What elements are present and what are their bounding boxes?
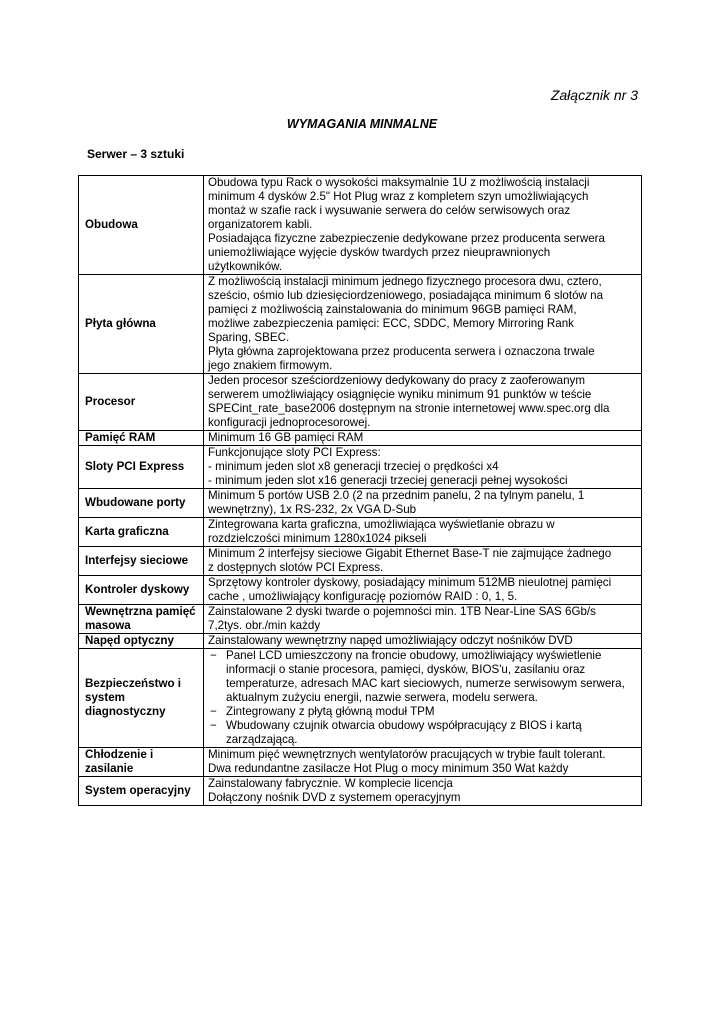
row-label: Wewnętrzna pamięć masowa	[79, 605, 204, 634]
value-line: sześcio, ośmio lub dziesięciordzeniowego, posiadająca minimum 6 slotów na	[208, 289, 604, 302]
row-value	[204, 605, 642, 634]
table-row	[79, 518, 642, 547]
bullet-list	[208, 649, 637, 747]
row-label: Chłodzenie i zasilanie	[79, 748, 204, 777]
value-line: Zintegrowana karta graficzna, umożliwiająca wyświetlanie obrazu w	[208, 518, 555, 531]
table-row	[79, 275, 642, 374]
table-row	[79, 176, 642, 275]
value-line: SPECint_rate_base2006 dostępnym na stronie internetowej www.spec.org dla	[208, 402, 610, 415]
row-label: Procesor	[79, 374, 204, 431]
value-line: cache , umożliwiający konfigurację poziomów RAID : 0, 1, 5.	[208, 590, 518, 603]
value-line: Dołączony nośnik DVD z systemem operacyjnym	[208, 791, 461, 804]
row-value	[204, 777, 642, 806]
value-line: rozdzielczości minimum 1280x1024 pikseli	[208, 532, 427, 545]
list-item: − Wbudowany czujnik otwarcia obudowy współpracujący z BIOS i kartą zarządzającą.	[208, 719, 637, 747]
row-value	[204, 176, 642, 275]
document-subtitle: Serwer – 3 sztuki	[87, 147, 185, 161]
value-line: organizatorem kabli.	[208, 218, 313, 231]
value-line: Minimum 16 GB pamięci RAM	[208, 431, 364, 444]
value-line: montaż w szafie rack i wysuwanie serwera do celów serwisowych oraz	[208, 204, 571, 217]
table-row	[79, 649, 642, 748]
row-label: Obudowa	[79, 176, 204, 275]
row-value	[204, 547, 642, 576]
value-line: Zainstalowany wewnętrzny napęd umożliwiający odczyt nośników DVD	[208, 634, 573, 647]
value-line: - minimum jeden slot x16 generacji trzeciej generacji pełnej wysokości	[208, 474, 568, 487]
value-line: Minimum 2 interfejsy sieciowe Gigabit Ethernet Base-T nie zajmujące żadnego	[208, 547, 612, 560]
table-row	[79, 576, 642, 605]
row-label: Interfejsy sieciowe	[79, 547, 204, 576]
table-row	[79, 489, 642, 518]
row-label: System operacyjny	[79, 777, 204, 806]
value-line: Dwa redundantne zasilacze Hot Plug o mocy minimum 350 Wat każdy	[208, 762, 569, 775]
list-item: − Panel LCD umieszczony na froncie obudowy, umożliwiający wyświetlenie informacji o stanie procesora, pamięci, dysków, BIOS'u, zasilaniu oraz temperaturze, adresach MAC kart sieciowych, numerze serwisowym serwera, aktualnym zużyciu energii, nazwie serwera, modelu serwera.	[208, 649, 637, 705]
value-line: Obudowa typu Rack o wysokości maksymalnie 1U z możliwością instalacji	[208, 176, 590, 189]
row-value	[204, 576, 642, 605]
value-line: Minimum pięć wewnętrznych wentylatorów pracujących w trybie fault tolerant.	[208, 748, 606, 761]
value-line: - minimum jeden slot x8 generacji trzeciej o prędkości x4	[208, 460, 499, 473]
table-row	[79, 374, 642, 431]
value-line: Zainstalowany fabrycznie. W komplecie licencja	[208, 777, 453, 790]
annex-label: Załącznik nr 3	[550, 87, 638, 103]
value-line: Zainstalowane 2 dyski twarde o pojemności min. 1TB Near-Line SAS 6Gb/s	[208, 605, 596, 618]
value-line: możliwe zabezpieczenia pamięci: ECC, SDDC, Memory Mirroring Rank	[208, 317, 574, 330]
value-line: wewnętrzny), 1x RS-232, 2x VGA D-Sub	[208, 503, 417, 516]
value-line: uniemożliwiające wyjęcie dysków twardych przez nieuprawnionych	[208, 246, 551, 259]
value-line: 7,2tys. obr./min każdy	[208, 619, 321, 632]
row-label: Karta graficzna	[79, 518, 204, 547]
row-value	[204, 748, 642, 777]
row-value	[204, 634, 642, 649]
row-label: Płyta główna	[79, 275, 204, 374]
value-line: Sparing, SBEC.	[208, 331, 290, 344]
row-label: Pamięć RAM	[79, 431, 204, 446]
row-value	[204, 431, 642, 446]
value-line: Z możliwością instalacji minimum jednego fizycznego procesora dwu, cztero,	[208, 275, 602, 288]
value-line: jego znakiem firmowym.	[208, 359, 333, 372]
table-row	[79, 748, 642, 777]
table-row	[79, 547, 642, 576]
table-row	[79, 605, 642, 634]
value-line: Minimum 5 portów USB 2.0 (2 na przednim panelu, 2 na tylnym panelu, 1	[208, 489, 585, 502]
row-label: Kontroler dyskowy	[79, 576, 204, 605]
value-line: Posiadająca fizyczne zabezpieczenie dedykowane przez producenta serwera	[208, 232, 605, 245]
document-title: WYMAGANIA MINMALNE	[286, 117, 438, 131]
row-value	[204, 518, 642, 547]
row-value	[204, 446, 642, 489]
row-value	[204, 489, 642, 518]
table-row	[79, 634, 642, 649]
value-line: Funkcjonujące sloty PCI Express:	[208, 446, 381, 459]
value-line: minimum 4 dysków 2.5" Hot Plug wraz z kompletem szyn umożliwiających	[208, 190, 589, 203]
value-line: użytkowników.	[208, 260, 283, 273]
row-value	[204, 275, 642, 374]
row-label: Napęd optyczny	[79, 634, 204, 649]
table-row	[79, 446, 642, 489]
row-value	[204, 374, 642, 431]
table-row	[79, 431, 642, 446]
list-item: − Zintegrowany z płytą główną moduł TPM	[208, 705, 637, 719]
value-line: konfiguracji jednoprocesorowej.	[208, 416, 371, 429]
value-line: Jeden procesor sześciordzeniowy dedykowany do pracy z zaoferowanym	[208, 374, 585, 387]
table-row	[79, 777, 642, 806]
value-line: serwerem umożliwiający osiągnięcie wyniku minimum 91 punktów w teście	[208, 388, 592, 401]
row-label: Bezpieczeństwo i system diagnostyczny	[79, 649, 204, 748]
value-line: Płyta główna zaprojektowana przez producenta serwera i oznaczona trwale	[208, 345, 595, 358]
value-line: Sprzętowy kontroler dyskowy, posiadający minimum 512MB nieulotnej pamięci	[208, 576, 612, 589]
row-label: Sloty PCI Express	[79, 446, 204, 489]
row-value	[204, 649, 642, 748]
row-label: Wbudowane porty	[79, 489, 204, 518]
requirements-table	[78, 175, 642, 806]
value-line: pamięci z możliwością zainstalowania do minimum 96GB pamięci RAM,	[208, 303, 577, 316]
value-line: z dostępnych slotów PCI Express.	[208, 561, 384, 574]
